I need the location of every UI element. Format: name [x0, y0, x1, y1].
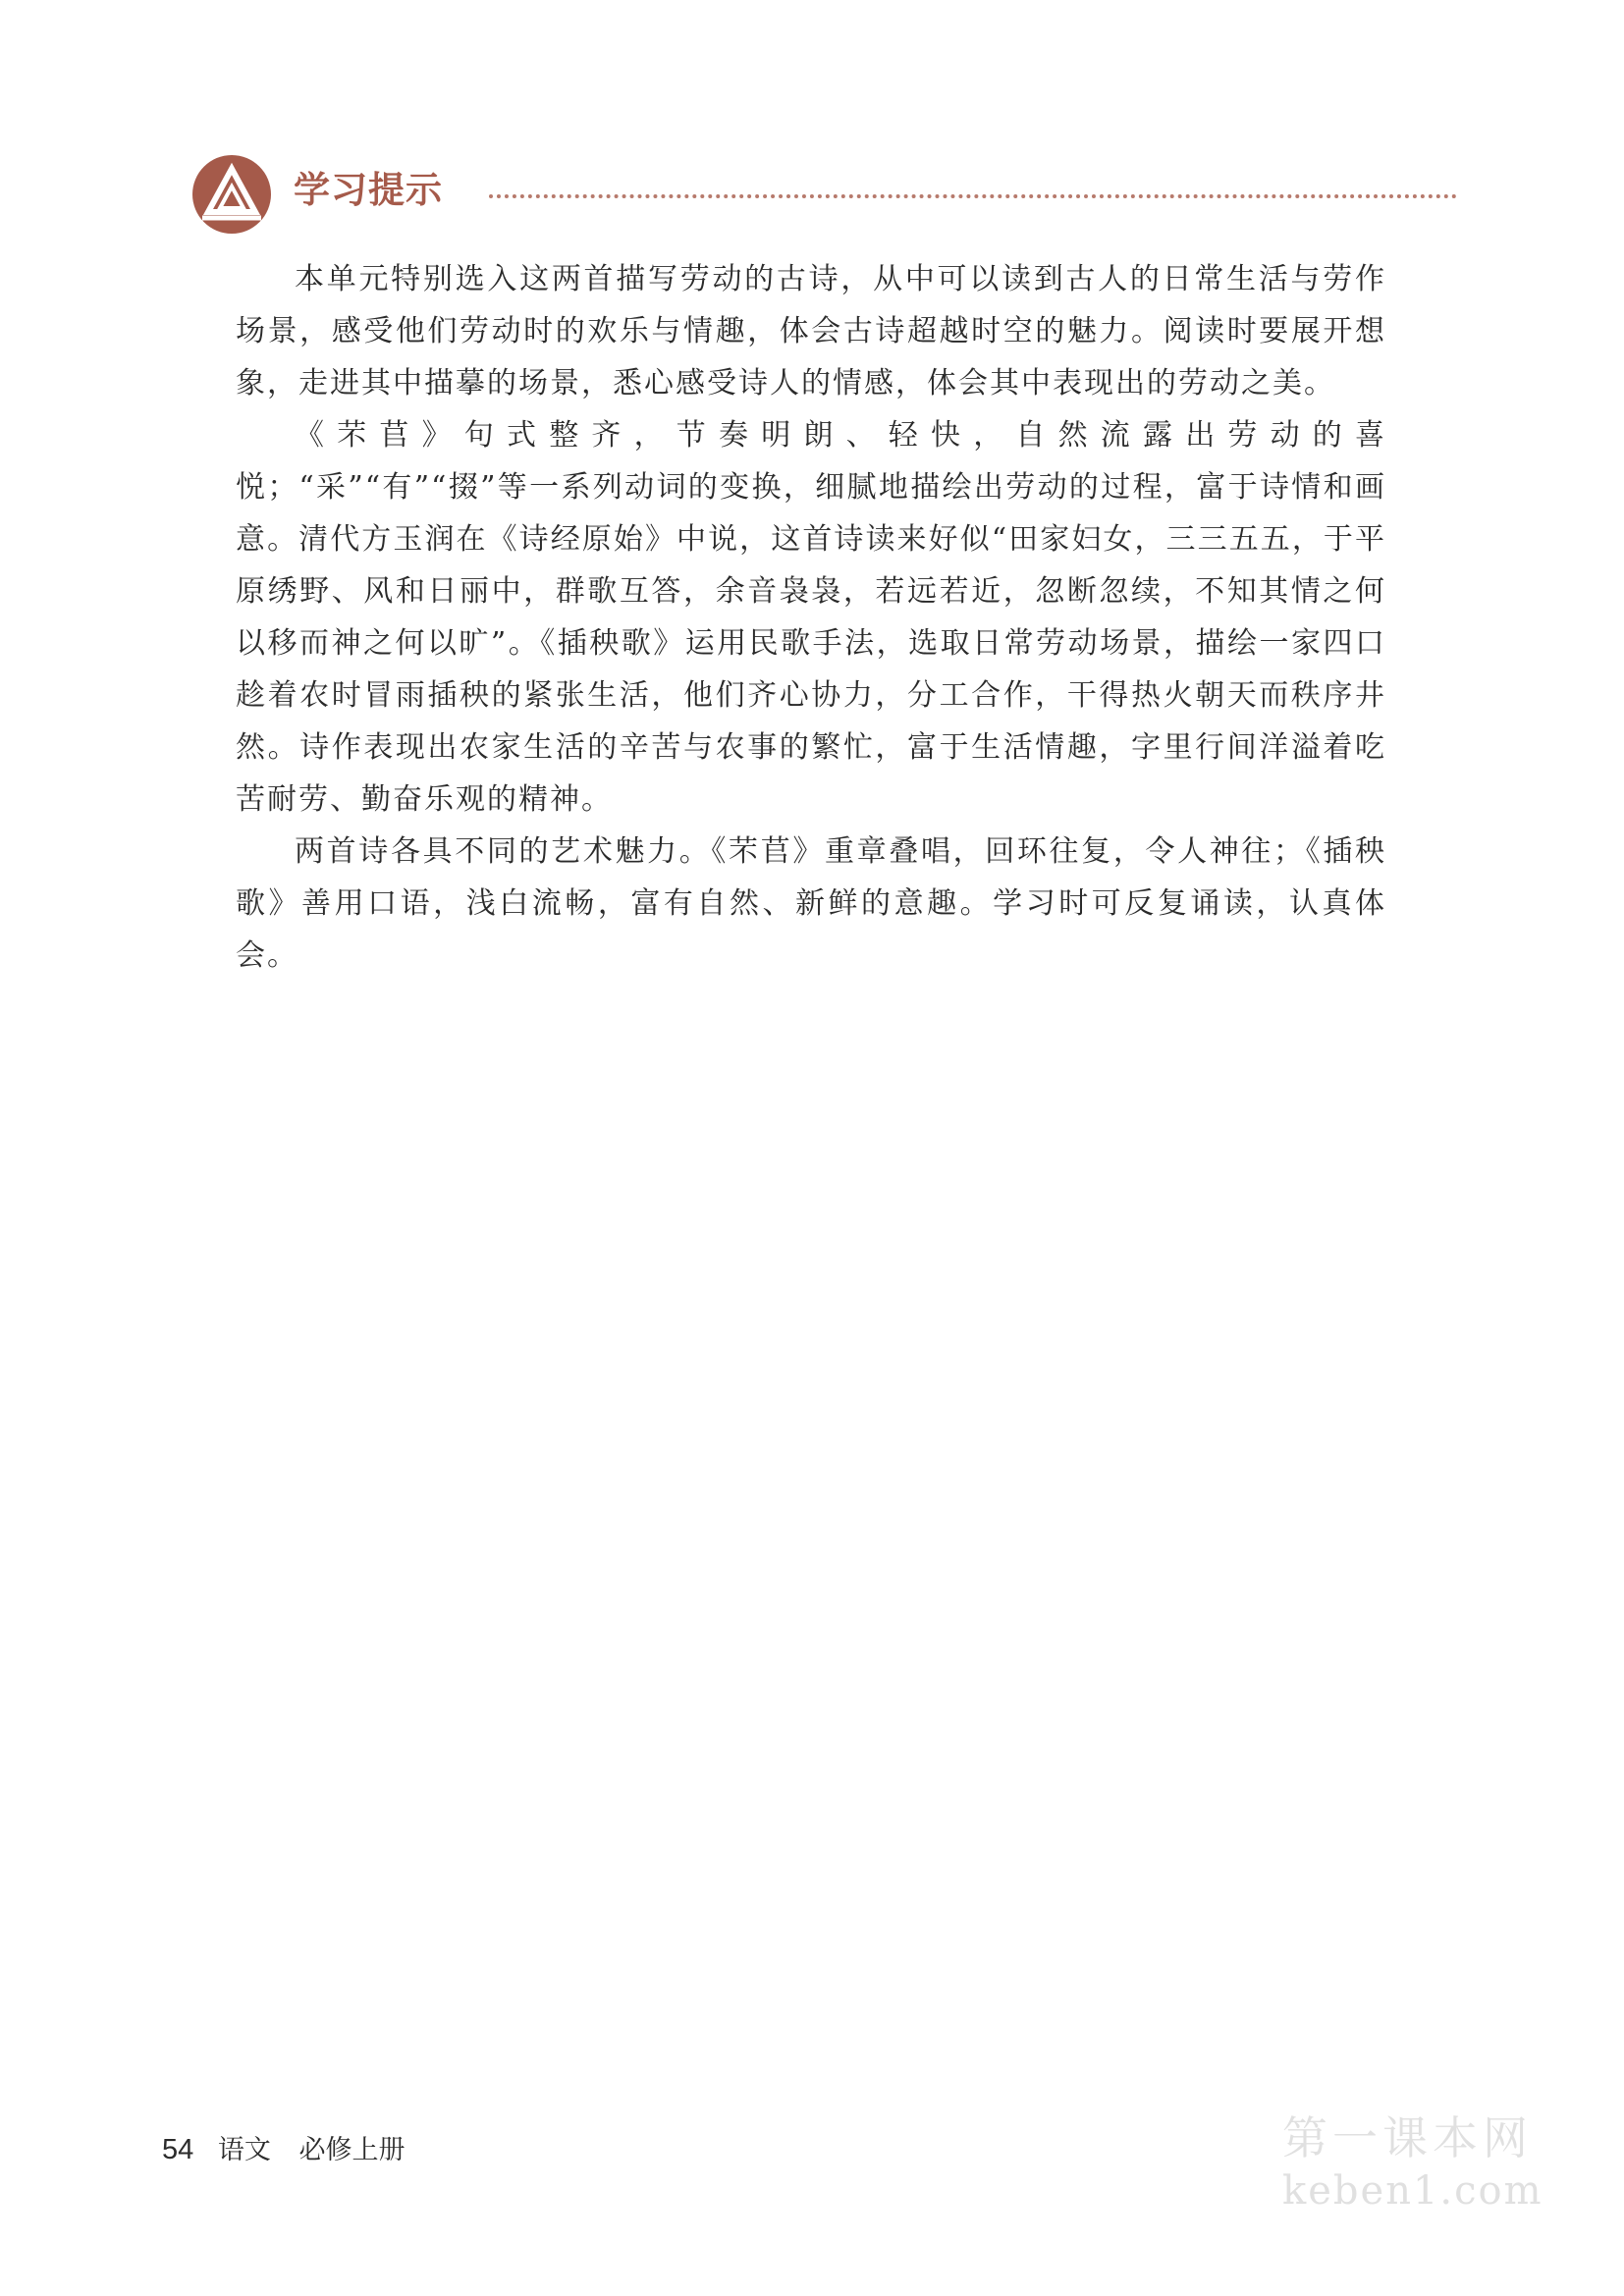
watermark-site-url: keben1.com	[1282, 2168, 1543, 2214]
paragraph-1: 本单元特别选入这两首描写劳动的古诗，从中可以读到古人的日常生活与劳作场景，感受他们劳动时的欢乐与情趣，体会古诗超越时空的魅力。阅读时要展开想象，走进其中描摹的场景，悉心感受诗人的情感，体会其中表现出的劳动之美。	[236, 262, 1386, 400]
paragraph-3: 两首诗各具不同的艺术魅力。《芣苢》重章叠唱，回环往复，令人神往；《插秧歌》善用口语，浅白流畅，富有自然、新鲜的意趣。学习时可反复诵读，认真体会。	[236, 834, 1386, 973]
page-number: 54	[162, 2134, 194, 2165]
watermark-site-name: 第一课本网	[1282, 2111, 1533, 2164]
page-footer	[162, 2132, 405, 2168]
dotted-divider	[489, 194, 1457, 198]
volume-name: 必修上册	[298, 2135, 406, 2165]
paragraph-2: 《芣苢》句式整齐，节奏明朗、轻快，自然流露出劳动的喜悦；“采”“有”“掇”等一系列动词的变换，细腻地描绘出劳动的过程，富于诗情和画意。清代方玉润在《诗经原始》中说，这首诗读来好似“田家妇女，三三五五，于平原绣野、风和日丽中，群歌互答，余音袅袅，若远若近，忽断忽续，不知其情之何以移而神之何以旷”。《插秧歌》运用民歌手法，选取日常劳动场景，描绘一家四口趁着农时冒雨插秧的紧张生活，他们齐心协力，分工合作，干得热火朝天而秩序井然。诗作表现出农家生活的辛苦与农事的繁忙，富于生活情趣，字里行间洋溢着吃苦耐劳、勤奋乐观的精神。	[236, 418, 1386, 817]
triangle-logo-icon	[192, 155, 271, 234]
section-header	[192, 155, 1459, 234]
book-name: 语文	[217, 2135, 271, 2165]
body-text	[236, 253, 1386, 982]
watermark	[1282, 2110, 1543, 2216]
section-title: 学习提示	[294, 169, 443, 211]
